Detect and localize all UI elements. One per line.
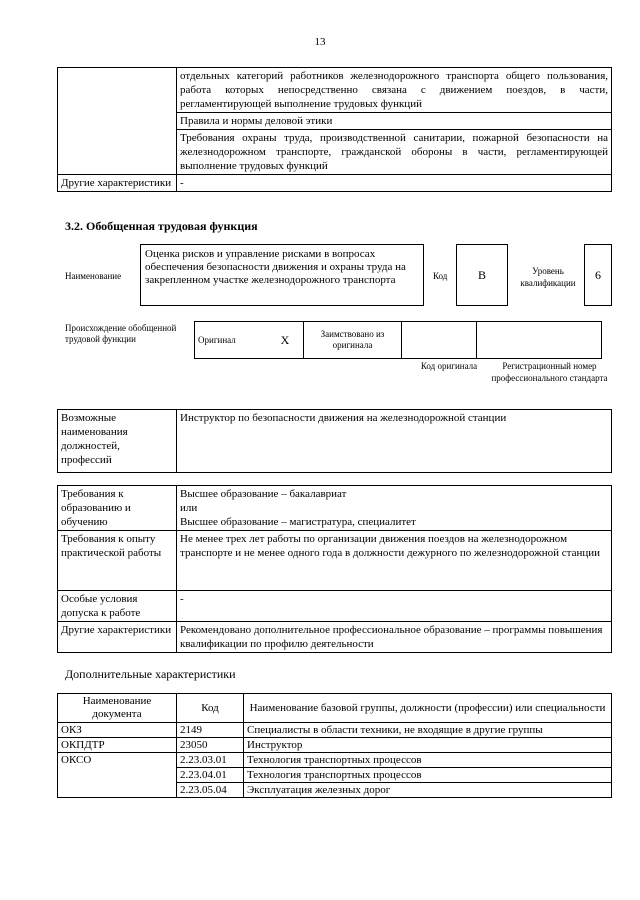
code-cell: 2.23.03.01 [177, 753, 244, 768]
registration-number-field [477, 322, 602, 359]
caption-registration: Регистрационный номер профессионального стандарта [491, 361, 608, 383]
name-cell: Технология транспортных процессов [244, 753, 612, 768]
doc-cell: ОКПДТР [58, 738, 177, 753]
table-row [58, 723, 612, 738]
name-label: Наименование [65, 271, 122, 281]
table-cell: - [177, 175, 612, 192]
table-cell: Требования охраны труда, производственной санитарии, пожарной безопасности на железнодорожном транспорте, гражданской обороны в части, регламентирующей выполнение трудовых функций [177, 130, 612, 175]
name-cell: Специалисты в области техники, не входящие в другие группы [244, 723, 612, 738]
table-cell: - [177, 591, 612, 622]
page-number: 13 [314, 36, 326, 48]
name-cell: Эксплуатация железных дорог [244, 783, 612, 798]
function-name-field: Оценка рисков и управление рисками в вопросах обеспечения безопасности движения и охраны труда на закрепленном участке железнодорожного транспорта [140, 244, 424, 306]
requirement-line: Высшее образование – бакалавриат [180, 488, 347, 500]
level-label: Уровень квалификации [520, 266, 576, 288]
table-cell: Рекомендовано дополнительное профессиональное образование – программы повышения квалификации по профилю деятельности [177, 622, 612, 653]
name-cell: Инструктор [244, 738, 612, 753]
name-cell: Технология транспортных процессов [244, 768, 612, 783]
table-cell: Инструктор по безопасности движения на железнодорожной станции [177, 410, 612, 473]
original-code-field [402, 322, 477, 359]
code-cell: 2.23.04.01 [177, 768, 244, 783]
code-cell: 23050 [177, 738, 244, 753]
column-header: Наименование базовой группы, должности (профессии) или специальности [244, 694, 612, 723]
row-label: Другие характеристики [58, 175, 177, 192]
doc-cell: ОКСО [58, 753, 177, 768]
table-row [58, 753, 612, 768]
origin-table [194, 321, 602, 359]
doc-cell: ОКЗ [58, 723, 177, 738]
requirement-line: или [180, 502, 198, 514]
knowledge-continuation-table [57, 67, 612, 192]
original-mark: X [267, 322, 304, 359]
column-header: Код [177, 694, 244, 723]
table-row [58, 738, 612, 753]
code-field: B [456, 244, 508, 306]
original-label: Оригинал [195, 322, 268, 359]
extra-characteristics-title: Дополнительные характеристики [65, 667, 236, 681]
row-label: Особые условия допуска к работе [58, 591, 177, 622]
origin-label: Происхождение обобщенной трудовой функции [65, 323, 177, 344]
positions-table [57, 409, 612, 473]
level-field: 6 [584, 244, 612, 306]
table-cell: Правила и нормы деловой этики [177, 113, 612, 130]
requirement-line: Высшее образование – магистратура, специалитет [180, 516, 416, 528]
table-cell [177, 486, 612, 531]
caption-code: Код оригинала [420, 361, 478, 371]
table-row [58, 783, 612, 798]
table-cell: Не менее трех лет работы по организации движения поездов на железнодорожном транспорте и не менее одного года в должности дежурного по железнодорожной станции [177, 531, 612, 591]
table-row [58, 768, 612, 783]
table-cell: отдельных категорий работников железнодорожного транспорта общего пользования, работа которых непосредственно связана с движением поездов, в части, регламентирующей выполнение трудовых функций [177, 68, 612, 113]
table-cell-empty-label [58, 68, 177, 175]
row-label: Требования к опыту практической работы [58, 531, 177, 591]
code-cell: 2.23.05.04 [177, 783, 244, 798]
column-header: Наименование документа [58, 694, 177, 723]
row-label: Требования к образованию и обучению [58, 486, 177, 531]
doc-cell [58, 783, 177, 798]
doc-cell [58, 768, 177, 783]
borrowed-label: Заимствовано из оригинала [304, 322, 402, 359]
requirements-table [57, 485, 612, 653]
row-label: Другие характеристики [58, 622, 177, 653]
code-cell: 2149 [177, 723, 244, 738]
section-title: 3.2. Обобщенная трудовая функция [65, 219, 258, 233]
row-label: Возможные наименования должностей, профессий [58, 410, 177, 473]
code-label: Код [433, 271, 448, 281]
extra-characteristics-table [57, 693, 612, 798]
